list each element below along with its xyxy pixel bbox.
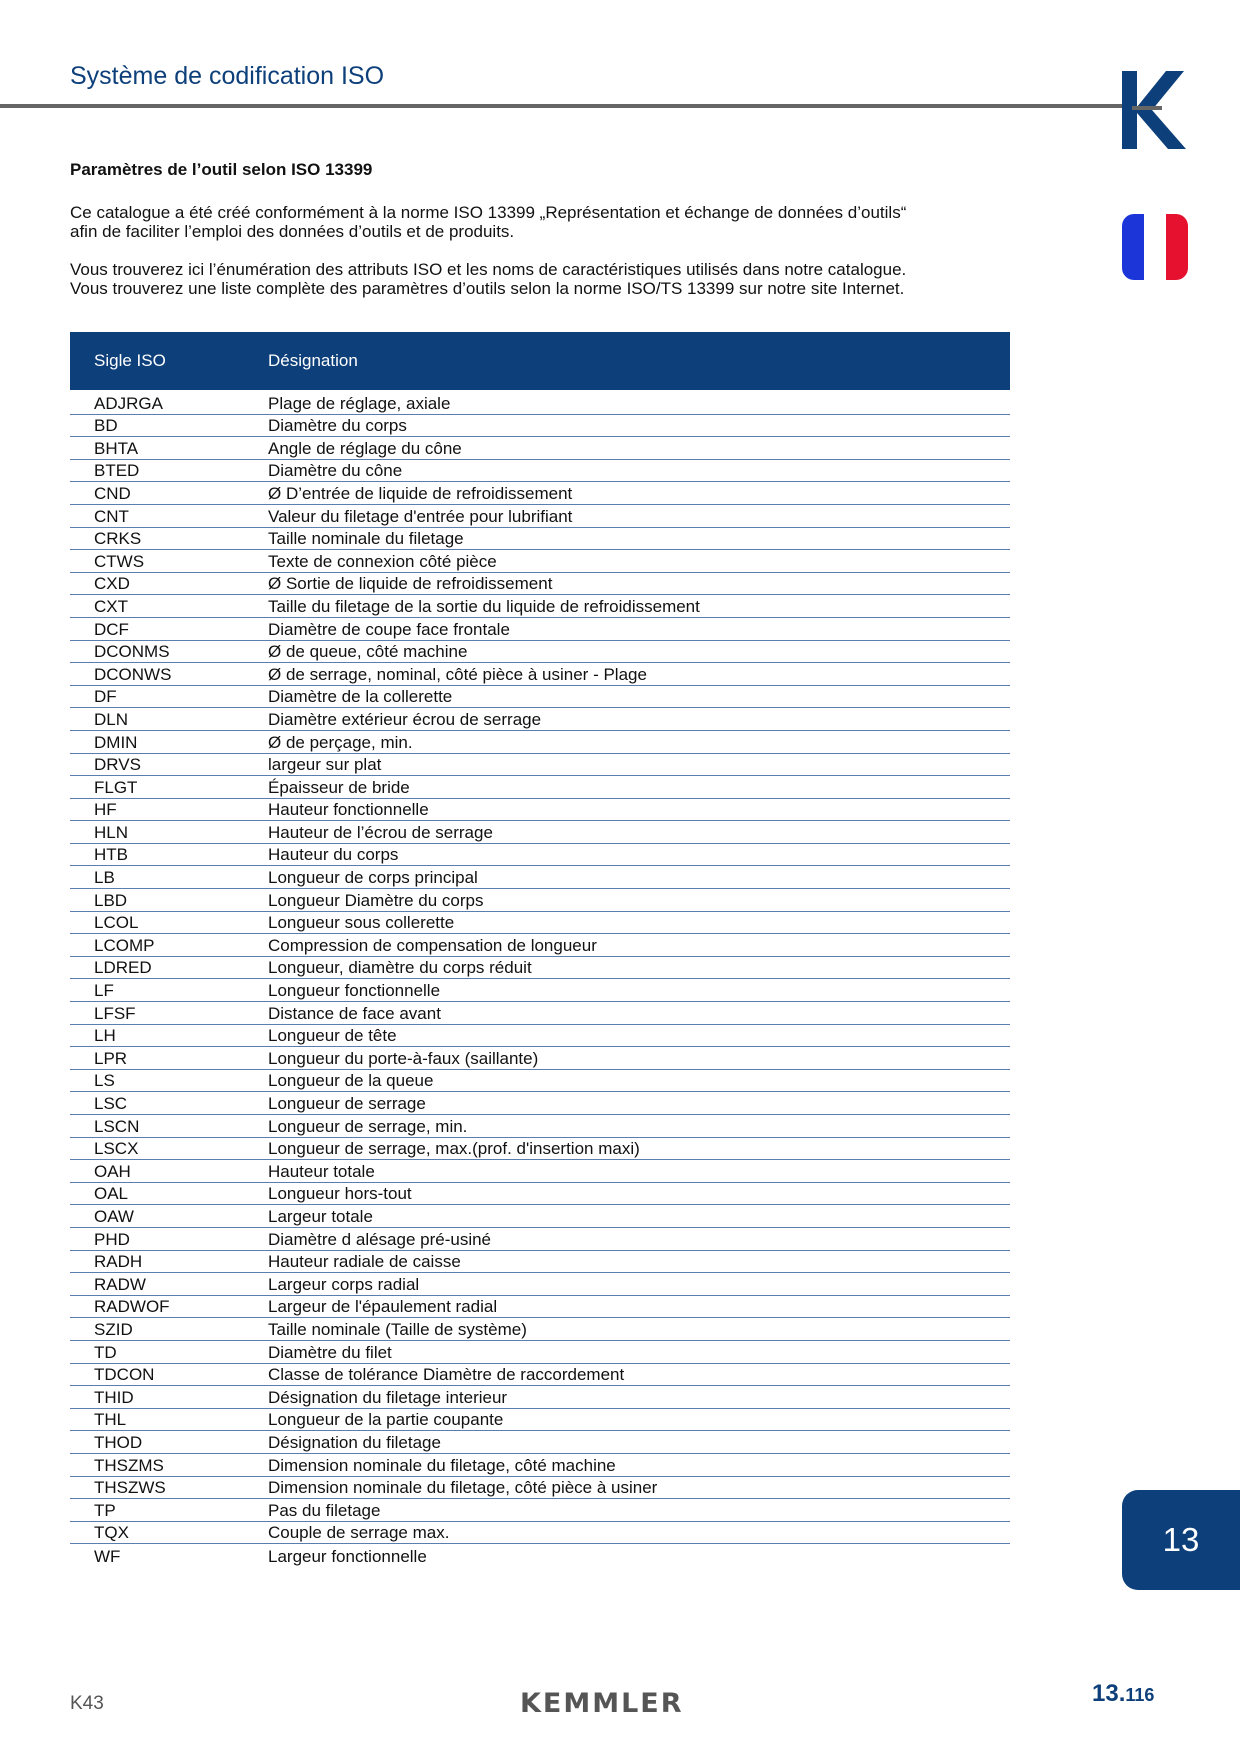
iso-code-cell: TP [94,1500,116,1520]
designation-cell: Désignation du filetage interieur [268,1387,508,1407]
table-row [70,1160,1010,1183]
iso-code-cell: LBD [94,890,128,910]
table-row [70,889,1010,912]
iso-code-cell: CTWS [94,551,145,571]
designation-cell: Largeur de l'épaulement radial [268,1297,498,1317]
section-heading: Paramètres de l’outil selon ISO 13399 [70,160,373,179]
page-number-chapter: 13. [1092,1680,1126,1707]
iso-code-cell: DCONMS [94,642,170,662]
table-row [70,1544,1010,1567]
page-number [1092,1680,1154,1708]
column-header-code: Sigle ISO [94,351,166,370]
iso-code-cell: ADJRGA [94,393,163,413]
iso-attributes-table [70,332,1010,1567]
iso-code-cell: DCF [94,619,129,639]
iso-code-cell: LFSF [94,1003,136,1023]
iso-code-cell: RADWOF [94,1297,170,1317]
designation-cell: Longueur de serrage, min. [268,1116,468,1136]
iso-code-cell: BD [94,416,118,436]
table-row [70,1205,1010,1228]
designation-cell: Hauteur du corps [268,845,399,865]
table-row [70,799,1010,822]
iso-code-cell: DMIN [94,732,138,752]
table-row [70,392,1010,415]
designation-cell: Épaisseur de bride [268,777,410,797]
table-row [70,1296,1010,1319]
table-row [70,1454,1010,1477]
designation-cell: Valeur du filetage d'entrée pour lubrifiant [268,506,573,526]
designation-cell: Diamètre du corps [268,416,407,436]
table-row [70,731,1010,754]
iso-code-cell: CRKS [94,529,142,549]
table-row [70,708,1010,731]
iso-code-cell: LDRED [94,958,152,978]
table-row [70,1070,1010,1093]
iso-code-cell: DF [94,687,117,707]
info-paragraph [70,260,1020,298]
table-row [70,1522,1010,1545]
iso-code-cell: LCOMP [94,935,155,955]
table-row [70,550,1010,573]
table-row [70,1228,1010,1251]
table-row [70,686,1010,709]
designation-cell: Hauteur de l’écrou de serrage [268,822,493,842]
iso-code-cell: THL [94,1410,127,1430]
designation-cell: Taille nominale du filetage [268,529,464,549]
table-row [70,1002,1010,1025]
table-row [70,415,1010,438]
kemmler-k-logo-icon [1122,71,1188,149]
table-row [70,1138,1010,1161]
iso-code-cell: HTB [94,845,128,865]
info-line: Vous trouverez une liste complète des paramètres d’outils selon la norme ISO/TS 13399 sur notre site Internet. [70,279,905,298]
iso-code-cell: FLGT [94,777,138,797]
iso-code-cell: THSZMS [94,1455,164,1475]
table-row [70,1047,1010,1070]
iso-code-cell: RADH [94,1252,143,1272]
iso-code-cell: SZID [94,1319,133,1339]
iso-code-cell: LF [94,981,114,1001]
iso-code-cell: CXD [94,574,130,594]
designation-cell: Diamètre d alésage pré-usiné [268,1229,492,1249]
table-row [70,1477,1010,1500]
designation-cell: Ø Sortie de liquide de refroidissement [268,574,553,594]
designation-cell: Longueur, diamètre du corps réduit [268,958,532,978]
france-flag-icon [1122,214,1188,280]
table-row [70,1115,1010,1138]
iso-code-cell: LSCX [94,1139,139,1159]
iso-code-cell: OAL [94,1184,129,1204]
table-row [70,460,1010,483]
chapter-tab[interactable]: 13 [1122,1490,1240,1590]
table-row [70,776,1010,799]
intro-paragraph [70,203,1020,241]
iso-code-cell: CXT [94,596,128,616]
iso-code-cell: LCOL [94,913,139,933]
designation-cell: Compression de compensation de longueur [268,935,597,955]
iso-code-cell: LH [94,1026,116,1046]
intro-line: afin de faciliter l’emploi des données d’outils et de produits. [70,222,515,241]
page-title: Système de codification ISO [70,62,385,90]
designation-cell: Texte de connexion côté pièce [268,551,497,571]
iso-code-cell: LSCN [94,1116,140,1136]
designation-cell: Ø D’entrée de liquide de refroidissement [268,483,573,503]
iso-code-cell: HLN [94,822,129,842]
designation-cell: Diamètre extérieur écrou de serrage [268,709,542,729]
iso-code-cell: BTED [94,461,140,481]
iso-code-cell: THSZWS [94,1478,166,1498]
designation-cell: Longueur de serrage [268,1094,426,1113]
designation-cell: Longueur Diamètre du corps [268,890,484,910]
iso-code-cell: OAW [94,1206,134,1226]
table-row [70,663,1010,686]
table-row [70,1386,1010,1409]
designation-cell: Hauteur radiale de caisse [268,1252,461,1272]
table-row [70,1364,1010,1387]
intro-line: Ce catalogue a été créé conformément à la norme ISO 13399 „Représentation et échange de données d’outils“ [70,203,907,222]
table-row [70,934,1010,957]
iso-code-cell: TD [94,1342,117,1362]
iso-code-cell: CNT [94,506,129,526]
info-line: Vous trouverez ici l’énumération des attributs ISO et les noms de caractéristiques utilisés dans notre catalogue. [70,260,907,279]
catalog-code: K43 [70,1693,104,1714]
table-row [70,1092,1010,1115]
designation-cell: largeur sur plat [268,755,382,775]
table-row [70,528,1010,551]
iso-code-cell: LSC [94,1094,128,1113]
designation-cell: Diamètre du filet [268,1342,392,1362]
table-row [70,1183,1010,1206]
designation-cell: Taille nominale (Taille de système) [268,1319,527,1339]
page-number-sub: 116 [1125,1685,1155,1705]
designation-cell: Largeur fonctionnelle [268,1546,427,1566]
designation-cell: Dimension nominale du filetage, côté machine [268,1455,616,1475]
table-row [70,844,1010,867]
iso-code-cell: OAH [94,1161,131,1181]
table-row [70,1431,1010,1454]
iso-code-cell: DRVS [94,755,141,775]
iso-code-cell: DCONWS [94,664,172,684]
iso-code-cell: LS [94,1071,115,1091]
designation-cell: Diamètre de coupe face frontale [268,619,510,639]
designation-cell: Longueur fonctionnelle [268,981,441,1001]
table-row [70,1251,1010,1274]
iso-code-cell: CND [94,483,131,503]
designation-cell: Longueur de la queue [268,1071,434,1091]
designation-cell: Longueur de corps principal [268,868,478,888]
iso-code-cell: LB [94,868,115,888]
designation-cell: Ø de serrage, nominal, côté pièce à usiner - Plage [268,664,647,684]
designation-cell: Longueur sous collerette [268,913,455,933]
designation-cell: Taille du filetage de la sortie du liquide de refroidissement [268,596,700,616]
table-row [70,1273,1010,1296]
designation-cell: Hauteur totale [268,1161,375,1181]
designation-cell: Diamètre de la collerette [268,687,453,707]
designation-cell: Longueur du porte-à-faux (saillante) [268,1048,539,1068]
table-row [70,618,1010,641]
table-row [70,595,1010,618]
iso-code-cell: HF [94,800,117,820]
designation-cell: Hauteur fonctionnelle [268,800,429,820]
designation-cell: Désignation du filetage [268,1432,441,1452]
iso-code-cell: TDCON [94,1365,155,1385]
designation-cell: Dimension nominale du filetage, côté pièce à usiner [268,1478,658,1498]
designation-cell: Distance de face avant [268,1003,441,1023]
table-row [70,821,1010,844]
designation-cell: Couple de serrage max. [268,1523,450,1543]
designation-cell: Angle de réglage du cône [268,438,462,458]
table-row [70,505,1010,528]
column-header-designation: Désignation [268,351,358,370]
header-divider [0,104,1122,108]
table-row [70,1025,1010,1048]
designation-cell: Plage de réglage, axiale [268,393,451,413]
table-row [70,979,1010,1002]
designation-cell: Largeur totale [268,1206,373,1226]
table-row [70,1341,1010,1364]
table-row [70,912,1010,935]
designation-cell: Diamètre du cône [268,461,403,481]
table-row [70,1499,1010,1522]
iso-code-cell: RADW [94,1274,146,1294]
iso-code-cell: BHTA [94,438,139,458]
table-row [70,437,1010,460]
designation-cell: Longueur de la partie coupante [268,1410,504,1430]
table-body [70,392,1010,1567]
iso-code-cell: THID [94,1387,134,1407]
designation-cell: Longueur hors-tout [268,1184,412,1204]
iso-code-cell: TQX [94,1523,129,1543]
designation-cell: Classe de tolérance Diamètre de raccordement [268,1365,625,1385]
iso-code-cell: THOD [94,1432,143,1452]
designation-cell: Pas du filetage [268,1500,381,1520]
table-row [70,866,1010,889]
iso-code-cell: DLN [94,709,129,729]
designation-cell: Longueur de serrage, max.(prof. d'insertion maxi) [268,1139,640,1159]
table-row [70,573,1010,596]
designation-cell: Ø de queue, côté machine [268,642,468,662]
table-row [70,482,1010,505]
table-header [70,332,1010,390]
table-row [70,957,1010,980]
designation-cell: Ø de perçage, min. [268,732,413,752]
table-row [70,641,1010,664]
iso-code-cell: PHD [94,1229,130,1249]
iso-code-cell: LPR [94,1048,128,1068]
table-row [70,1318,1010,1341]
brand-name: KEMMLER [520,1688,684,1719]
iso-code-cell: WF [94,1546,121,1566]
designation-cell: Longueur de tête [268,1026,397,1046]
table-row [70,754,1010,777]
table-row [70,1409,1010,1432]
designation-cell: Largeur corps radial [268,1274,420,1294]
